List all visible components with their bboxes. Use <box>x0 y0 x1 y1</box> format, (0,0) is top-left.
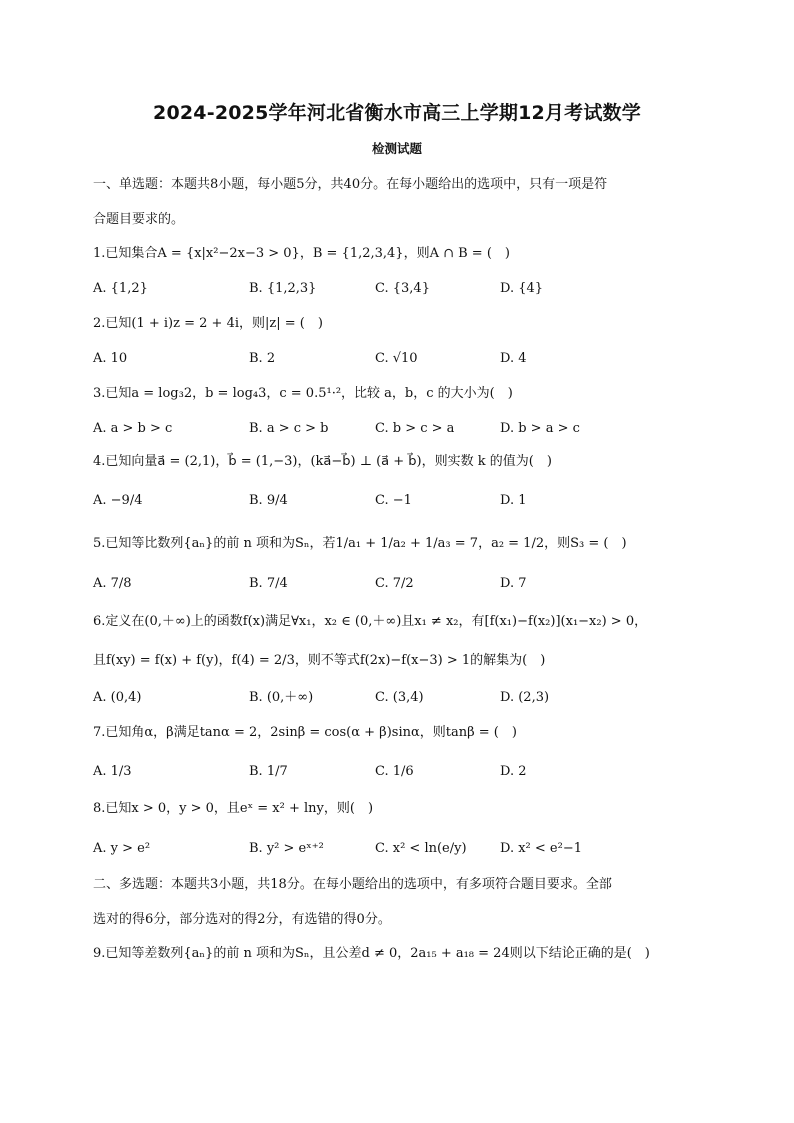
page-subtitle: 检测试题 <box>371 141 422 156</box>
option-d: D. 2 <box>500 764 527 779</box>
option-d: D. b > a > c <box>500 421 580 436</box>
option-b: B. 2 <box>249 351 276 366</box>
option-b: B. {1,2,3} <box>249 281 317 296</box>
option-b: B. a > c > b <box>249 421 329 436</box>
option-d: D. x² < e²−1 <box>500 841 582 856</box>
question-5: 5.已知等比数列{aₙ}的前 n 项和为Sₙ，若1/a₁ + 1/a₂ + 1/a₃ = 7，a₂ = 1/2，则S₃ = ( ) <box>93 536 627 551</box>
option-b: B. 7/4 <box>249 576 288 591</box>
option-d: D. 4 <box>500 351 527 366</box>
question-9: 9.已知等差数列{aₙ}的前 n 项和为Sₙ，且公差d ≠ 0，2a₁₅ + a₁₈ = 24则以下结论正确的是( ) <box>93 946 650 961</box>
option-a: A. a > b > c <box>93 421 173 436</box>
page-title: 2024-2025学年河北省衡水市高三上学期12月考试数学 <box>153 102 641 124</box>
option-a: A. {1,2} <box>93 281 148 296</box>
option-d: D. (2,3) <box>500 690 550 705</box>
section-2-heading: 二、多选题：本题共3小题，共18分。在每小题给出的选项中，有多项符合题目要求。全部 <box>93 877 612 892</box>
question-3-options <box>93 420 713 440</box>
section-1-heading-cont: 合题目要求的。 <box>93 212 185 227</box>
option-c: C. √10 <box>375 351 418 366</box>
section-1-heading: 一、单选题：本题共8小题，每小题5分，共40分。在每小题给出的选项中，只有一项是符 <box>93 177 608 192</box>
option-b: B. y² > eˣ⁺² <box>249 841 324 856</box>
option-a: A. 10 <box>93 351 128 366</box>
option-c: C. b > c > a <box>375 421 455 436</box>
option-d: D. {4} <box>500 281 544 296</box>
question-5-options <box>93 575 713 595</box>
question-7-options <box>93 763 713 783</box>
option-c: C. {3,4} <box>375 281 430 296</box>
question-6: 6.定义在(0,＋∞)上的函数f(x)满足∀x₁，x₂ ∈ (0,＋∞)且x₁ ≠ x₂，有[f(x₁)−f(x₂)](x₁−x₂) > 0， <box>93 614 648 629</box>
option-b: B. 1/7 <box>249 764 288 779</box>
option-a: A. (0,4) <box>93 690 142 705</box>
option-b: B. 9/4 <box>249 493 288 508</box>
option-c: C. 7/2 <box>375 576 414 591</box>
section-2-heading-cont: 选对的得6分，部分选对的得2分，有选错的得0分。 <box>93 912 391 927</box>
question-6-options <box>93 689 713 709</box>
option-d: D. 1 <box>500 493 527 508</box>
question-1: 1.已知集合A = {x|x²−2x−3 > 0}，B = {1,2,3,4}，则A ∩ B = ( ) <box>93 246 510 261</box>
option-b: B. (0,＋∞) <box>249 690 314 705</box>
option-c: C. 1/6 <box>375 764 414 779</box>
question-2-options <box>93 350 713 370</box>
option-a: A. −9/4 <box>93 493 143 508</box>
question-8: 8.已知x > 0，y > 0，且eˣ = x² + lny，则( ) <box>93 801 374 816</box>
option-c: C. x² < ln(e/y) <box>375 841 467 856</box>
option-c: C. (3,4) <box>375 690 424 705</box>
option-a: A. 1/3 <box>93 764 132 779</box>
option-a: A. y > e² <box>93 841 151 856</box>
question-3: 3.已知a = log₃2，b = log₄3，c = 0.5¹·²，比较 a，b，c 的大小为( ) <box>93 386 513 401</box>
option-a: A. 7/8 <box>93 576 132 591</box>
question-4-options <box>93 492 713 512</box>
question-2: 2.已知(1 + i)z = 2 + 4i，则|z| = ( ) <box>93 316 323 331</box>
question-7: 7.已知角α，β满足tanα = 2，2sinβ = cos(α + β)sinα，则tanβ = ( ) <box>93 725 517 740</box>
option-c: C. −1 <box>375 493 412 508</box>
option-d: D. 7 <box>500 576 527 591</box>
question-4: 4.已知向量a⃗ = (2,1)，b⃗ = (1,−3)，(ka⃗−b⃗) ⊥ (a⃗ + b⃗)，则实数 k 的值为( ) <box>93 454 552 469</box>
question-8-options <box>93 840 713 860</box>
question-6-cont: 且f(xy) = f(x) + f(y)，f(4) = 2/3，则不等式f(2x)−f(x−3) > 1的解集为( ) <box>93 653 546 668</box>
question-1-options <box>93 280 713 300</box>
